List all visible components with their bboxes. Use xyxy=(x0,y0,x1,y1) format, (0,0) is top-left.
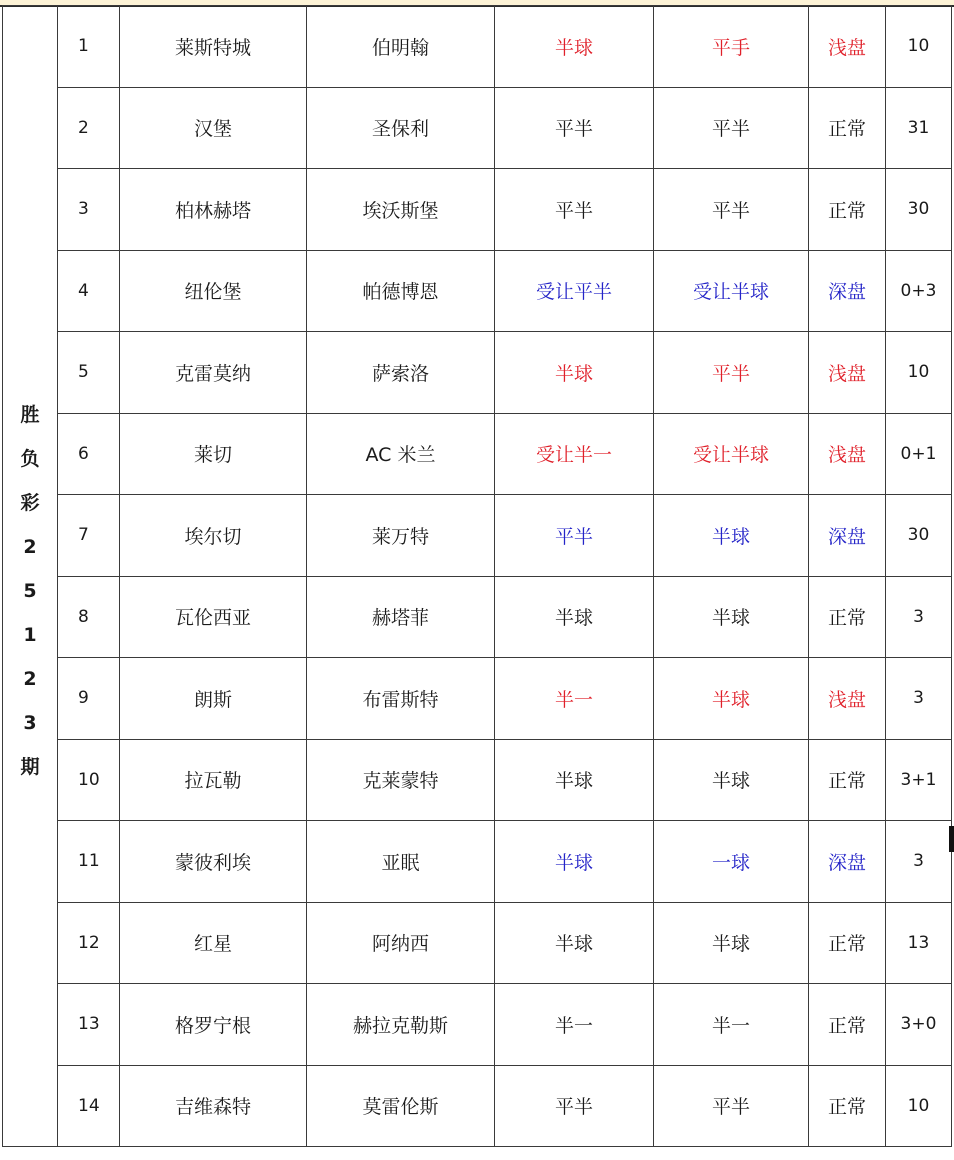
handicap-current: 半球 xyxy=(654,576,809,658)
prediction-code: 3+0 xyxy=(886,984,952,1066)
handicap-status: 正常 xyxy=(809,984,886,1066)
table-row xyxy=(3,495,952,577)
away-team: 莱万特 xyxy=(307,495,495,577)
home-team: 红星 xyxy=(120,902,307,984)
table-row xyxy=(3,1065,952,1147)
table-row xyxy=(3,169,952,251)
home-team: 埃尔切 xyxy=(120,495,307,577)
handicap-status: 正常 xyxy=(809,169,886,251)
handicap-current: 平半 xyxy=(654,332,809,414)
handicap-status: 深盘 xyxy=(809,495,886,577)
prediction-code: 30 xyxy=(886,169,952,251)
prediction-code: 0+3 xyxy=(886,250,952,332)
match-number: 10 xyxy=(58,739,120,821)
table-row xyxy=(3,821,952,903)
home-team: 克雷莫纳 xyxy=(120,332,307,414)
prediction-code: 3 xyxy=(886,658,952,740)
match-number: 12 xyxy=(58,902,120,984)
period-label-char: 负 xyxy=(20,448,40,470)
handicap-initial: 受让平半 xyxy=(495,250,654,332)
period-label-char: 2 xyxy=(23,536,37,558)
prediction-code: 10 xyxy=(886,332,952,414)
handicap-current: 半球 xyxy=(654,495,809,577)
period-label-char: 彩 xyxy=(20,492,40,514)
home-team: 汉堡 xyxy=(120,87,307,169)
handicap-current: 平半 xyxy=(654,169,809,251)
handicap-current: 半球 xyxy=(654,658,809,740)
away-team: 赫塔菲 xyxy=(307,576,495,658)
handicap-status: 正常 xyxy=(809,1065,886,1147)
table-row xyxy=(3,739,952,821)
handicap-status: 深盘 xyxy=(809,821,886,903)
handicap-initial: 平半 xyxy=(495,87,654,169)
handicap-current: 受让半球 xyxy=(654,413,809,495)
handicap-current: 平手 xyxy=(654,6,809,88)
handicap-initial: 半一 xyxy=(495,658,654,740)
table-row xyxy=(3,332,952,414)
handicap-current: 半球 xyxy=(654,902,809,984)
handicap-current: 平半 xyxy=(654,87,809,169)
handicap-initial: 受让半一 xyxy=(495,413,654,495)
table-body xyxy=(3,6,952,1147)
handicap-initial: 半球 xyxy=(495,332,654,414)
table-row xyxy=(3,984,952,1066)
away-team: 帕德博恩 xyxy=(307,250,495,332)
lottery-table xyxy=(2,5,952,1147)
period-label-char: 1 xyxy=(23,624,37,646)
match-number: 3 xyxy=(58,169,120,251)
period-label-char: 2 xyxy=(23,668,37,690)
handicap-initial: 平半 xyxy=(495,169,654,251)
handicap-status: 浅盘 xyxy=(809,658,886,740)
period-label xyxy=(3,6,58,1147)
handicap-initial: 平半 xyxy=(495,495,654,577)
prediction-code: 3 xyxy=(886,576,952,658)
match-number: 7 xyxy=(58,495,120,577)
handicap-status: 浅盘 xyxy=(809,332,886,414)
table-row xyxy=(3,658,952,740)
match-number: 14 xyxy=(58,1065,120,1147)
handicap-initial: 半球 xyxy=(495,6,654,88)
prediction-code: 10 xyxy=(886,1065,952,1147)
match-number: 4 xyxy=(58,250,120,332)
away-team: 萨索洛 xyxy=(307,332,495,414)
period-label-char: 3 xyxy=(23,712,37,734)
handicap-initial: 半球 xyxy=(495,902,654,984)
prediction-code: 3 xyxy=(886,821,952,903)
handicap-status: 正常 xyxy=(809,576,886,658)
home-team: 莱斯特城 xyxy=(120,6,307,88)
match-number: 2 xyxy=(58,87,120,169)
period-label-char: 5 xyxy=(23,580,37,602)
handicap-initial: 半球 xyxy=(495,739,654,821)
handicap-status: 深盘 xyxy=(809,250,886,332)
away-team: 克莱蒙特 xyxy=(307,739,495,821)
handicap-initial: 半球 xyxy=(495,576,654,658)
table-row xyxy=(3,6,952,88)
prediction-code: 31 xyxy=(886,87,952,169)
handicap-status: 正常 xyxy=(809,87,886,169)
home-team: 朗斯 xyxy=(120,658,307,740)
table-row xyxy=(3,413,952,495)
home-team: 纽伦堡 xyxy=(120,250,307,332)
away-team: 圣保利 xyxy=(307,87,495,169)
handicap-current: 半一 xyxy=(654,984,809,1066)
match-number: 13 xyxy=(58,984,120,1066)
table-row xyxy=(3,902,952,984)
match-number: 1 xyxy=(58,6,120,88)
table-row xyxy=(3,250,952,332)
match-number: 5 xyxy=(58,332,120,414)
prediction-code: 0+1 xyxy=(886,413,952,495)
match-number: 8 xyxy=(58,576,120,658)
away-team: 赫拉克勒斯 xyxy=(307,984,495,1066)
away-team: 布雷斯特 xyxy=(307,658,495,740)
away-team: 阿纳西 xyxy=(307,902,495,984)
home-team: 瓦伦西亚 xyxy=(120,576,307,658)
period-label-char: 期 xyxy=(20,756,40,778)
home-team: 莱切 xyxy=(120,413,307,495)
handicap-initial: 平半 xyxy=(495,1065,654,1147)
match-number: 9 xyxy=(58,658,120,740)
handicap-current: 受让半球 xyxy=(654,250,809,332)
away-team: 亚眠 xyxy=(307,821,495,903)
table-row xyxy=(3,87,952,169)
away-team: 莫雷伦斯 xyxy=(307,1065,495,1147)
handicap-status: 浅盘 xyxy=(809,6,886,88)
home-team: 拉瓦勒 xyxy=(120,739,307,821)
handicap-current: 一球 xyxy=(654,821,809,903)
home-team: 吉维森特 xyxy=(120,1065,307,1147)
handicap-current: 半球 xyxy=(654,739,809,821)
home-team: 格罗宁根 xyxy=(120,984,307,1066)
handicap-initial: 半一 xyxy=(495,984,654,1066)
away-team: AC 米兰 xyxy=(307,413,495,495)
match-number: 6 xyxy=(58,413,120,495)
period-label-char: 胜 xyxy=(20,404,40,426)
handicap-initial: 半球 xyxy=(495,821,654,903)
prediction-code: 10 xyxy=(886,6,952,88)
handicap-status: 正常 xyxy=(809,902,886,984)
prediction-code: 30 xyxy=(886,495,952,577)
prediction-code: 3+1 xyxy=(886,739,952,821)
prediction-code: 13 xyxy=(886,902,952,984)
home-team: 蒙彼利埃 xyxy=(120,821,307,903)
handicap-status: 正常 xyxy=(809,739,886,821)
handicap-current: 平半 xyxy=(654,1065,809,1147)
away-team: 埃沃斯堡 xyxy=(307,169,495,251)
match-number: 11 xyxy=(58,821,120,903)
right-edge-mark xyxy=(949,826,954,852)
table-row xyxy=(3,576,952,658)
handicap-status: 浅盘 xyxy=(809,413,886,495)
home-team: 柏林赫塔 xyxy=(120,169,307,251)
away-team: 伯明翰 xyxy=(307,6,495,88)
